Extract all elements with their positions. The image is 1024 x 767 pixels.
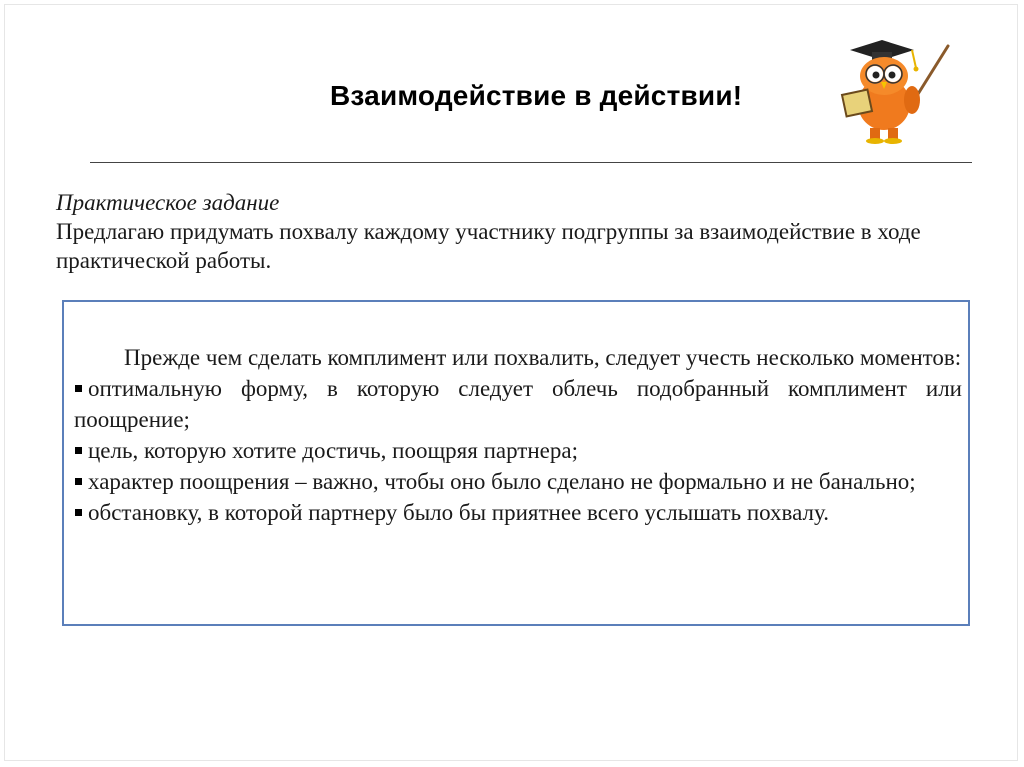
square-bullet-icon [75, 447, 82, 454]
list-item-text: обстановку, в которой партнеру было бы приятнее всего услышать похвалу. [88, 500, 829, 525]
slide-title: Взаимодействие в действии! [330, 80, 743, 111]
tips-text [74, 342, 962, 528]
intro-text: Предлагаю придумать похвалу каждому участнику подгруппы за взаимодействие в ходе практической работы. [56, 219, 921, 273]
intro-subtitle: Практическое задание [56, 190, 280, 215]
tips-lead: Прежде чем сделать комплимент или похвалить, следует учесть несколько моментов: [124, 345, 962, 370]
list-item-text: оптимальную форму, в которую следует облечь подобранный комплимент или поощрение; [74, 376, 962, 432]
list-item-text: цель, которую хотите достичь, поощряя партнера; [88, 438, 578, 463]
tips-box [62, 300, 970, 626]
list-item [74, 435, 962, 466]
title-divider [90, 162, 972, 163]
square-bullet-icon [75, 509, 82, 516]
square-bullet-icon [75, 385, 82, 392]
square-bullet-icon [75, 478, 82, 485]
owl-professor-icon [832, 34, 952, 146]
list-item [74, 466, 962, 497]
intro-block [56, 188, 976, 275]
list-item [74, 497, 962, 528]
list-item-text: характер поощрения – важно, чтобы оно было сделано не формально и не банально; [88, 469, 916, 494]
list-item [74, 373, 962, 435]
